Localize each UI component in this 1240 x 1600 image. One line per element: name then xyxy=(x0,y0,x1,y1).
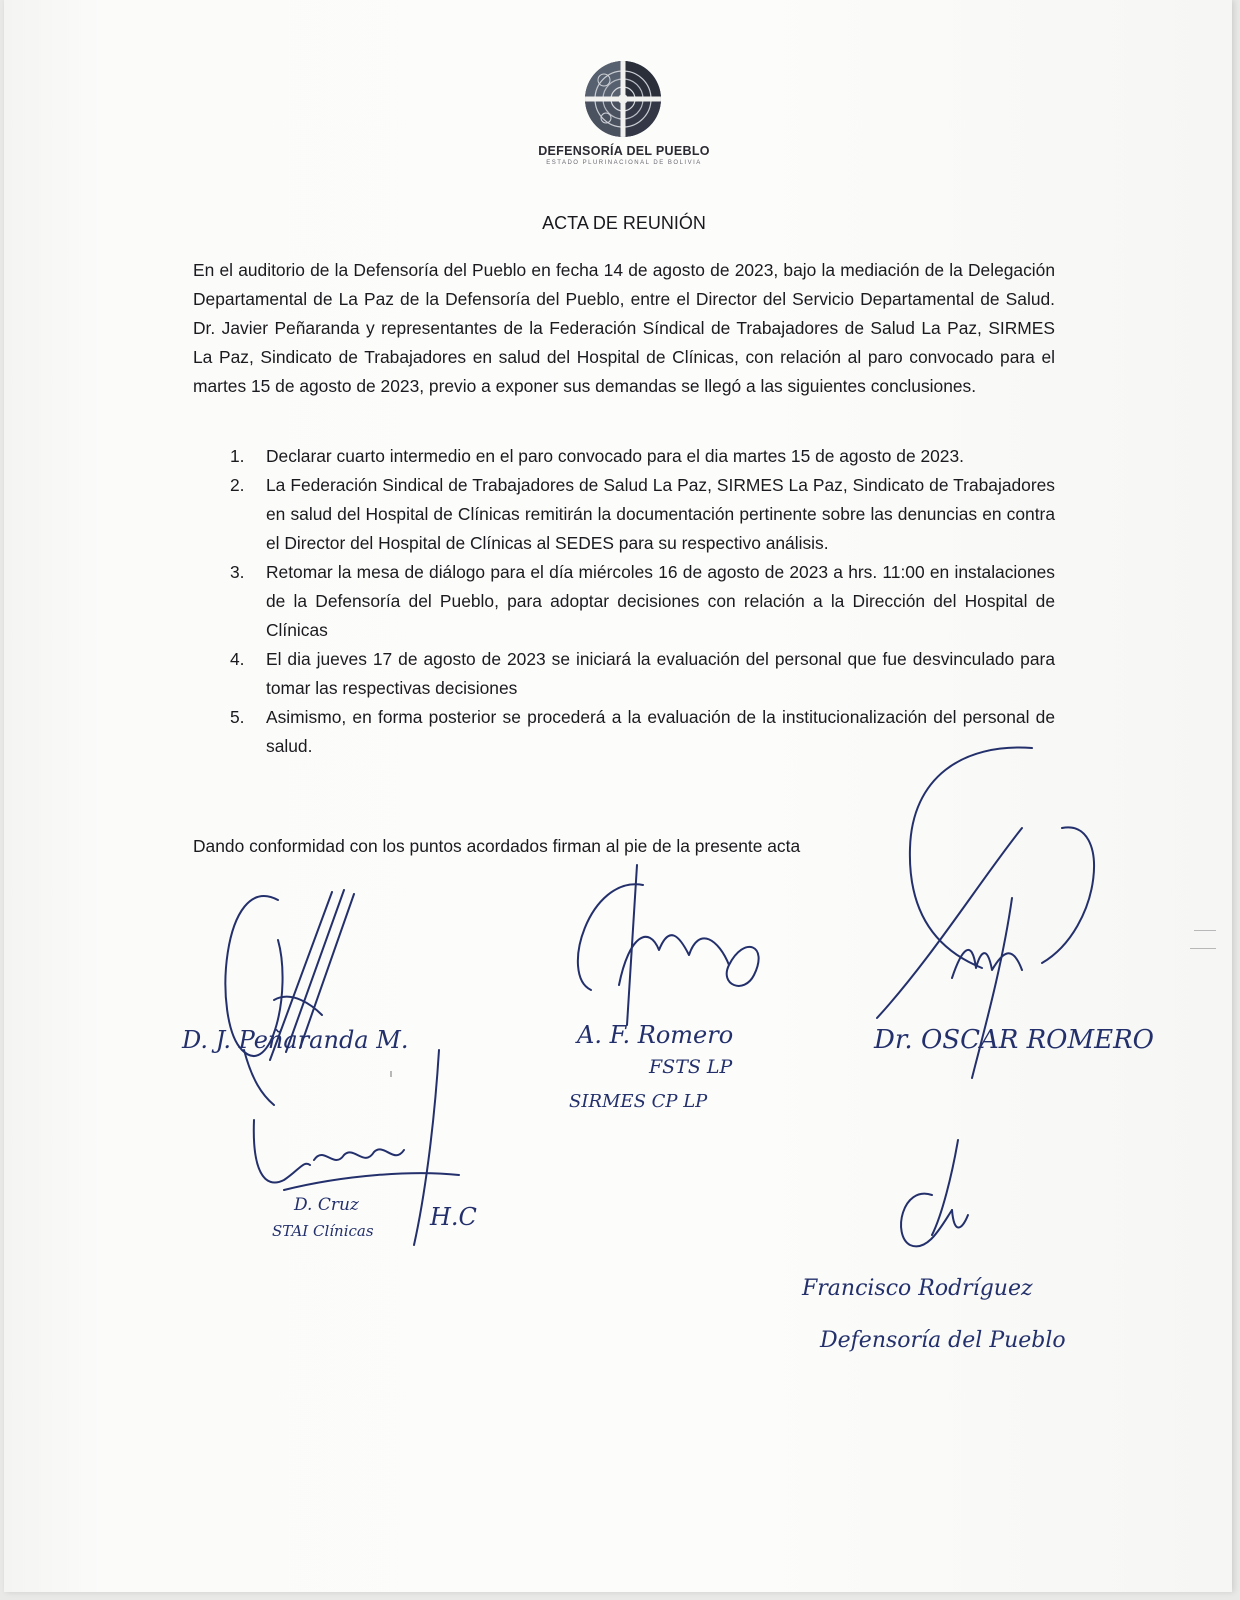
defensoria-logo-icon xyxy=(582,58,664,140)
list-item xyxy=(193,471,1055,558)
signature-name: D. Cruz xyxy=(294,1195,359,1215)
document-title: ACTA DE REUNIÓN xyxy=(542,213,706,233)
item-text: La Federación Sindical de Trabajadores de Salud La Paz, SIRMES La Paz, Sindicato de Trabajadores en salud del Hospital de Clínicas remitirán la documentación pertinente sobre las denuncias en contra el Director del Hospital de Clínicas al SEDES para su respectivo análisis. xyxy=(266,475,1055,553)
scan-mark xyxy=(1194,930,1216,931)
list-item xyxy=(193,558,1055,645)
org-subtitle: ESTADO PLURINACIONAL DE BOLIVIA xyxy=(546,160,702,166)
list-item xyxy=(193,645,1055,703)
list-item xyxy=(193,442,1055,471)
item-text: El dia jueves 17 de agosto de 2023 se iniciará la evaluación del personal que fue desvinculado para tomar las respectivas decisiones xyxy=(266,649,1055,698)
item-number: 1. xyxy=(230,446,245,466)
item-text: Asimismo, en forma posterior se procederá a la evaluación de la institucionalización del personal de salud. xyxy=(266,707,1055,756)
signature-title: FSTS LP xyxy=(649,1056,733,1078)
item-number: 5. xyxy=(230,707,245,727)
signature-name: Dr. OSCAR ROMERO xyxy=(874,1025,1154,1055)
item-number: 4. xyxy=(230,649,245,669)
org-name: DEFENSORÍA DEL PUEBLO xyxy=(538,144,710,158)
signature-4 xyxy=(872,738,1202,1098)
signature-name: Francisco Rodríguez xyxy=(802,1276,1033,1301)
scan-mark xyxy=(1190,948,1216,949)
signature-2 xyxy=(244,1050,524,1270)
signature-3 xyxy=(569,855,839,1115)
conclusions-list xyxy=(193,442,1055,761)
closing-statement: Dando conformidad con los puntos acordados firman al pie de la presente acta xyxy=(193,836,801,856)
item-number: 2. xyxy=(230,475,245,495)
scan-mark xyxy=(390,1071,392,1077)
intro-paragraph: En el auditorio de la Defensoría del Pueblo en fecha 14 de agosto de 2023, bajo la mediación de la Delegación Departamental de La Paz de la Defensoría del Pueblo, entre el Director del Servicio Departamental de Salud. Dr. Javier Peñaranda y representantes de la Federación Síndical de Trabajadores de Salud La Paz, SIRMES La Paz, Sindicato de Trabajadores en salud del Hospital de Clínicas, con relación al paro convocado para el martes 15 de agosto de 2023, previo a exponer sus demandas se llegó a las siguientes conclusiones. xyxy=(193,260,1055,396)
signature-extra: SIRMES CP LP xyxy=(569,1091,708,1112)
signature-name: A. F. Romero xyxy=(577,1021,734,1049)
signature-title: Defensoría del Pueblo xyxy=(820,1328,1066,1353)
document-page xyxy=(4,0,1232,1592)
item-number: 3. xyxy=(230,562,245,582)
signature-title: STAI Clínicas xyxy=(272,1222,374,1240)
item-text: Retomar la mesa de diálogo para el día miércoles 16 de agosto de 2023 a hrs. 11:00 en instalaciones de la Defensoría del Pueblo, para adoptar decisiones con relación a la Dirección del Hospital de Clínicas xyxy=(266,562,1055,640)
signature-name: D. J. Peñaranda M. xyxy=(182,1026,409,1054)
signature-5 xyxy=(802,1135,1122,1395)
item-text: Declarar cuarto intermedio en el paro convocado para el dia martes 15 de agosto de 2023. xyxy=(266,446,964,466)
signature-extra: H.C xyxy=(430,1203,477,1231)
